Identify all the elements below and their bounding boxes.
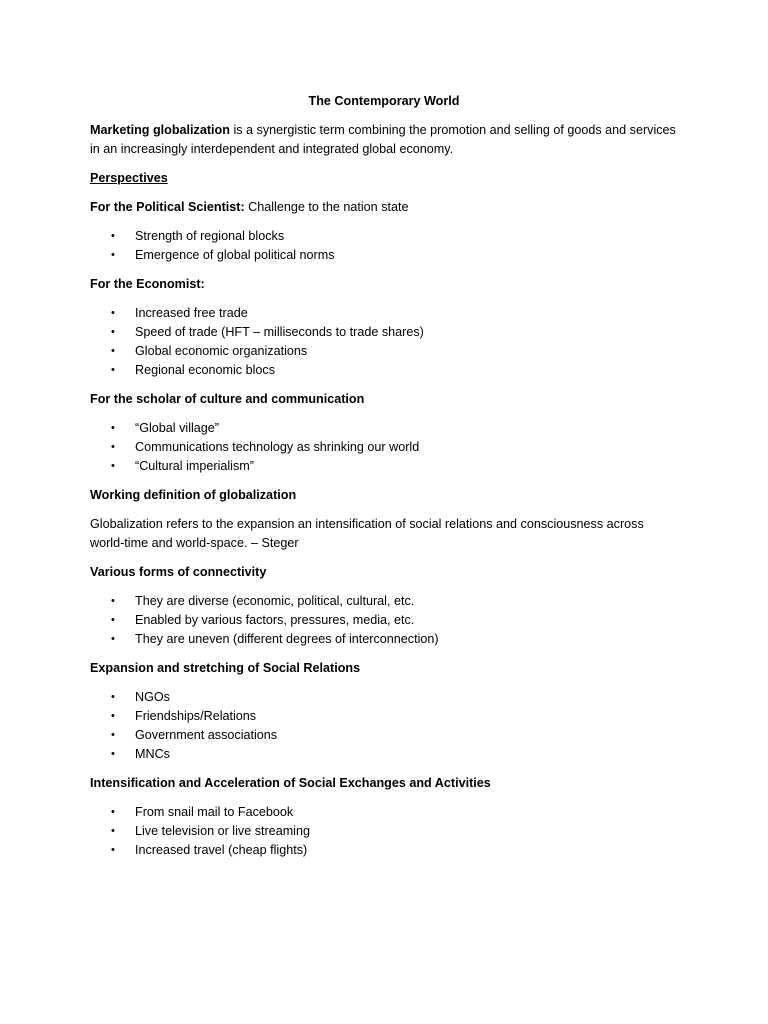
economist-heading: For the Economist:: [90, 277, 205, 291]
list-item-text: Increased free trade: [135, 306, 248, 320]
bullet-icon: •: [111, 633, 115, 645]
political-list: [90, 227, 690, 265]
list-item-text: Increased travel (cheap flights): [135, 843, 308, 857]
bullet-icon: •: [111, 748, 115, 760]
list-item: [90, 592, 690, 611]
list-item: [90, 361, 690, 380]
list-item-text: MNCs: [135, 747, 170, 761]
list-item-text: “Cultural imperialism”: [135, 459, 254, 473]
list-item: [90, 227, 690, 246]
list-item-text: Government associations: [135, 728, 278, 742]
list-item: [90, 803, 690, 822]
bullet-icon: •: [111, 364, 115, 376]
document-title: The Contemporary World: [308, 94, 460, 108]
list-item: [90, 611, 690, 630]
list-item: [90, 246, 690, 265]
bullet-icon: •: [111, 230, 115, 242]
list-item: [90, 745, 690, 764]
working-definition-line2: world-time and world-space. – Steger: [90, 536, 299, 550]
working-definition-heading: Working definition of globalization: [90, 488, 297, 502]
connectivity-heading: Various forms of connectivity: [90, 565, 267, 579]
list-item: [90, 707, 690, 726]
bullet-icon: •: [111, 249, 115, 261]
perspectives-heading: [90, 169, 690, 188]
bullet-icon: •: [111, 460, 115, 472]
culture-list: [90, 419, 690, 476]
intro-paragraph: [90, 121, 690, 159]
bullet-icon: •: [111, 729, 115, 741]
list-item: [90, 457, 690, 476]
intro-text-line1: is a synergistic term combining the promotion and selling of goods and services: [229, 123, 676, 137]
bullet-icon: •: [111, 422, 115, 434]
list-item-text: Speed of trade (HFT – milliseconds to trade shares): [135, 325, 424, 339]
list-item-text: Enabled by various factors, pressures, media, etc.: [135, 613, 415, 627]
list-item: [90, 304, 690, 323]
culture-heading: For the scholar of culture and communication: [90, 392, 365, 406]
political-text: Challenge to the nation state: [244, 200, 409, 214]
intensification-heading: Intensification and Acceleration of Social Exchanges and Activities: [90, 776, 491, 790]
connectivity-list: [90, 592, 690, 649]
social-relations-list: [90, 688, 690, 764]
bullet-icon: •: [111, 595, 115, 607]
intro-term: Marketing globalization: [90, 123, 230, 137]
intensification-list: [90, 803, 690, 860]
working-definition-line1: Globalization refers to the expansion an intensification of social relations and consciousness across: [90, 517, 644, 531]
list-item-text: Friendships/Relations: [135, 709, 257, 723]
list-item-text: “Global village”: [135, 421, 219, 435]
bullet-icon: •: [111, 307, 115, 319]
list-item: [90, 841, 690, 860]
list-item: [90, 726, 690, 745]
list-item: [90, 438, 690, 457]
list-item-text: Global economic organizations: [135, 344, 308, 358]
list-item-text: Regional economic blocs: [135, 363, 276, 377]
list-item: [90, 688, 690, 707]
list-item: [90, 630, 690, 649]
list-item-text: NGOs: [135, 690, 170, 704]
list-item-text: Emergence of global political norms: [135, 248, 335, 262]
bullet-icon: •: [111, 710, 115, 722]
list-item-text: Live television or live streaming: [135, 824, 310, 838]
list-item: [90, 323, 690, 342]
economist-list: [90, 304, 690, 380]
list-item: [90, 822, 690, 841]
list-item-text: From snail mail to Facebook: [135, 805, 294, 819]
bullet-icon: •: [111, 441, 115, 453]
perspectives-heading-text: Perspectives: [90, 171, 168, 185]
political-section: [90, 198, 690, 217]
working-definition-paragraph: [90, 515, 690, 553]
bullet-icon: •: [111, 345, 115, 357]
list-item-text: They are uneven (different degrees of interconnection): [135, 632, 439, 646]
list-item-text: Strength of regional blocks: [135, 229, 285, 243]
document-page: [90, 92, 690, 860]
list-item-text: They are diverse (economic, political, cultural, etc.: [135, 594, 415, 608]
bullet-icon: •: [111, 614, 115, 626]
intro-text-line2: in an increasingly interdependent and integrated global economy.: [90, 142, 454, 156]
bullet-icon: •: [111, 825, 115, 837]
bullet-icon: •: [111, 844, 115, 856]
bullet-icon: •: [111, 326, 115, 338]
list-item: [90, 342, 690, 361]
political-label: For the Political Scientist:: [90, 200, 245, 214]
list-item: [90, 419, 690, 438]
bullet-icon: •: [111, 806, 115, 818]
bullet-icon: •: [111, 691, 115, 703]
list-item-text: Communications technology as shrinking our world: [135, 440, 420, 454]
social-relations-heading: Expansion and stretching of Social Relations: [90, 661, 361, 675]
